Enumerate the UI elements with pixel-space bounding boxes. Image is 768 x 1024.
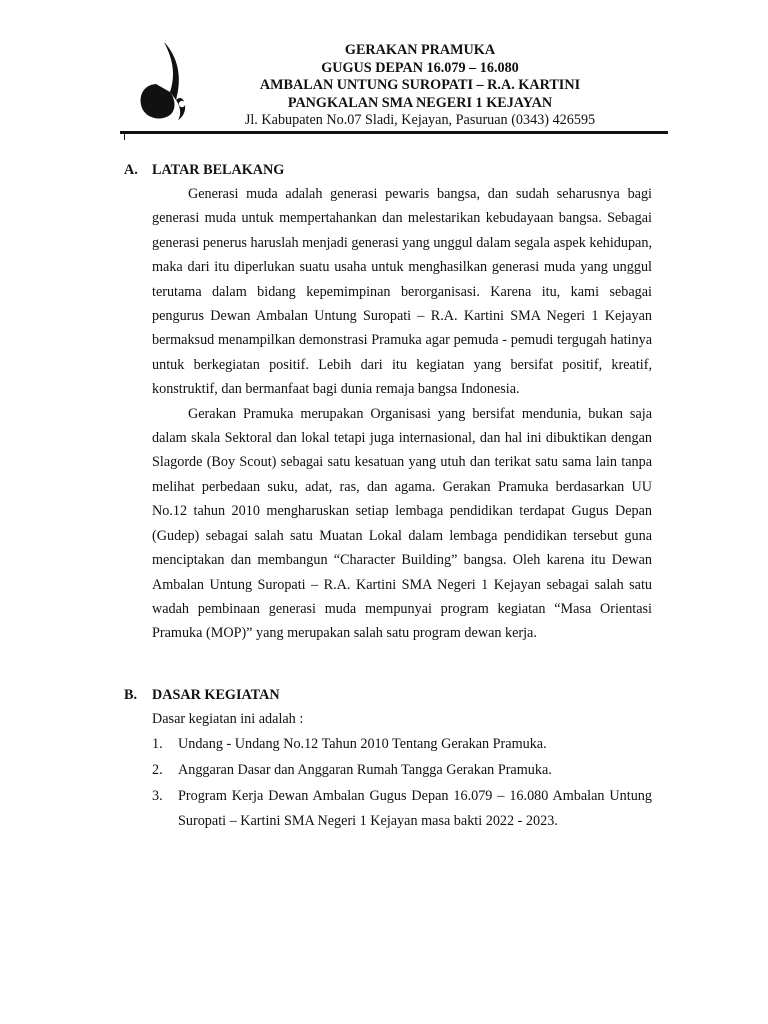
list-item <box>124 758 652 783</box>
letterhead <box>120 38 668 138</box>
list-item-text: Anggaran Dasar dan Anggaran Rumah Tangga Gerakan Pramuka. <box>178 761 552 778</box>
list-item-number: 2. <box>152 761 163 778</box>
list-item-text: Undang - Undang No.12 Tahun 2010 Tentang Gerakan Pramuka. <box>178 735 547 752</box>
list-item <box>124 784 652 834</box>
letterhead-text <box>210 42 630 130</box>
org-name: GERAKAN PRAMUKA <box>344 42 496 58</box>
section-b-intro: Dasar kegiatan ini adalah : <box>152 710 304 727</box>
section-a-paragraph-2: Gerakan Pramuka merupakan Organisasi yang bersifat mendunia, bukan saja dalam skala Sektoral dan lokal tetapi juga internasional, dan hal ini dibuktikan dengan Slagorde (Boy Scout) sebagai satu kesatuan yang utuh dan terikat satu sama lain tanpa melihat perbedaan suku, adat, ras, dan agama. Gerakan Pramuka berdasarkan UU No.12 tahun 2010 mengharuskan setiap lembaga pendidikan terdapat Gugus Depan (Gudep) sebagai salah satu Muatan Lokal dalam lembaga pendidikan tersebut guna menciptakan dan membangun “Character Building” bangsa. Oleh karena itu Dewan Ambalan Untung Suropati – R.A. Kartini SMA Negeri 1 Kejayan sebagai salah satu wadah pembinaan generasi muda mempunyai program kegiatan “Masa Orientasi Pramuka (MOP)” yang merupakan salah satu program dewan kerja. <box>152 405 652 642</box>
list-item <box>124 732 652 757</box>
ambalan-name: AMBALAN UNTUNG SUROPATI – R.A. KARTINI <box>259 77 581 94</box>
list-item-text: Program Kerja Dewan Ambalan Gugus Depan 16.079 – 16.080 Ambalan Untung Suropati – Kartini SMA Negeri 1 Kejayan masa bakti 2022 - 2023. <box>178 787 652 829</box>
section-a-heading <box>124 158 652 182</box>
address: Jl. Kabupaten No.07 Sladi, Kejayan, Pasuruan (0343) 426595 <box>244 112 596 129</box>
section-b-heading <box>124 683 652 707</box>
section-a-paragraph-1: Generasi muda adalah generasi pewaris bangsa, dan sudah seharusnya bagi generasi muda untuk mempertahankan dan melestarikan kebudayaan bangsa. Sebagai generasi penerus haruslah menjadi generasi yang unggul dalam segala aspek kehidupan, maka dari itu diperlukan suatu usaha untuk menghasilkan generasi muda yang unggul terutama dalam bidang kepemimpinan berorganisasi. Karena itu, kami sebagai pengurus Dewan Ambalan Untung Suropati – R.A. Kartini SMA Negeri 1 Kejayan bermaksud menampilkan demonstrasi Pramuka agar pemuda - pemudi tergugah hatinya untuk berkegiatan positif. Lebih dari itu kegiatan yang bersifat positif, kreatif, konstruktif, dan bermanfaat bagi dunia remaja bangsa Indonesia. <box>152 186 652 398</box>
list-item-number: 1. <box>152 735 163 752</box>
dasar-list <box>124 732 652 834</box>
tunas-kelapa-logo-icon <box>136 40 188 122</box>
section-b-letter: B. <box>124 686 138 703</box>
section-spacer <box>124 646 652 683</box>
section-a-title: LATAR BELAKANG <box>152 162 285 178</box>
divider-tick <box>124 133 125 140</box>
gudep-number: GUGUS DEPAN 16.079 – 16.080 <box>321 59 519 76</box>
pangkalan-name: PANGKALAN SMA NEGERI 1 KEJAYAN <box>287 94 553 111</box>
document-body <box>124 158 652 835</box>
section-a-letter: A. <box>124 162 138 178</box>
letterhead-divider <box>120 131 668 134</box>
section-b-title: DASAR KEGIATAN <box>152 686 280 703</box>
list-item-number: 3. <box>152 787 163 804</box>
